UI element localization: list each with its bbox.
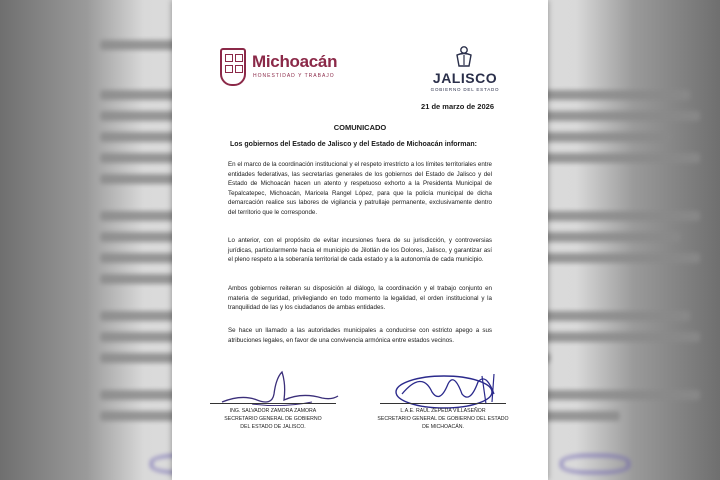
signatory-left <box>198 407 348 431</box>
michoacan-tagline: HONESTIDAD Y TRABAJO <box>253 73 335 79</box>
blurred-signature-right <box>560 454 630 474</box>
signatory-right-title: SECRETARIO GENERAL DE GOBIERNO DEL ESTADO <box>377 416 509 422</box>
signatory-right <box>368 407 518 431</box>
jalisco-tagline: GOBIERNO DEL ESTADO <box>430 87 500 92</box>
jalisco-emblem-icon <box>452 44 476 68</box>
signatory-left-name: ING. SALVADOR ZAMORA ZAMORA <box>229 408 317 414</box>
michoacan-wordmark: Michoacán <box>252 52 338 71</box>
paragraph-1: En el marco de la coordinación institucional y el respeto irrestricto a los límites territoriales entre entidades federativas, las secretarías generales de los gobiernos del Estado de Jalisco y del Estado de Michoacán hacen un atento y respetuoso exhorto a la Presidenta Municipal de Tepalcatepec, Michoacán, Maricela Rangel López, para que la policía municipal de dicha demarcación realice sus labores de vigilancia y patrullaje permanente, exclusivamente dentro del territorio que le corresponde. <box>228 161 492 216</box>
michoacan-shield-icon <box>220 48 246 86</box>
signatory-right-state: DE MICHOACÁN. <box>422 424 464 430</box>
jalisco-wordmark: JALISCO <box>432 70 498 86</box>
paragraph-3: Ambos gobiernos reiteran su disposición al diálogo, la coordinación y el trabajo conjunto en materia de seguridad, privilegiando en todo momento la legalidad, el orden institucional y la tranquilidad de las y los ciudadanos de ambas entidades. <box>228 285 492 312</box>
document-heading: COMUNICADO <box>333 123 387 132</box>
signature-line-left <box>210 403 336 404</box>
signatory-left-title: SECRETARIO GENERAL DE GOBIERNO <box>224 416 322 422</box>
document-intro: Los gobiernos del Estado de Jalisco y del Estado de Michoacán informan: <box>230 141 477 148</box>
michoacan-logo <box>220 48 360 90</box>
document-date: 21 de marzo de 2026 <box>421 102 494 111</box>
paragraph-4: Se hace un llamado a las autoridades municipales a conducirse con estricto apego a sus atribuciones legales, en favor de una convivencia armónica entre estados vecinos. <box>228 327 492 344</box>
paragraph-2: Lo anterior, con el propósito de evitar incursiones fuera de su jurisdicción, y controversias jurídicas, particularmente hacia el municipio de Jilotlán de los Dolores, Jalisco, y garantizar así el pleno respeto a la soberanía territorial de cada estado y a la autonomía de cada municipio. <box>228 237 492 264</box>
signatory-right-name: L.A.E. RAÚL ZEPEDA VILLASEÑOR <box>400 408 486 414</box>
signatory-left-state: DEL ESTADO DE JALISCO. <box>240 424 306 430</box>
jalisco-logo <box>420 44 510 100</box>
document-page <box>172 0 548 480</box>
signature-line-right <box>380 403 506 404</box>
